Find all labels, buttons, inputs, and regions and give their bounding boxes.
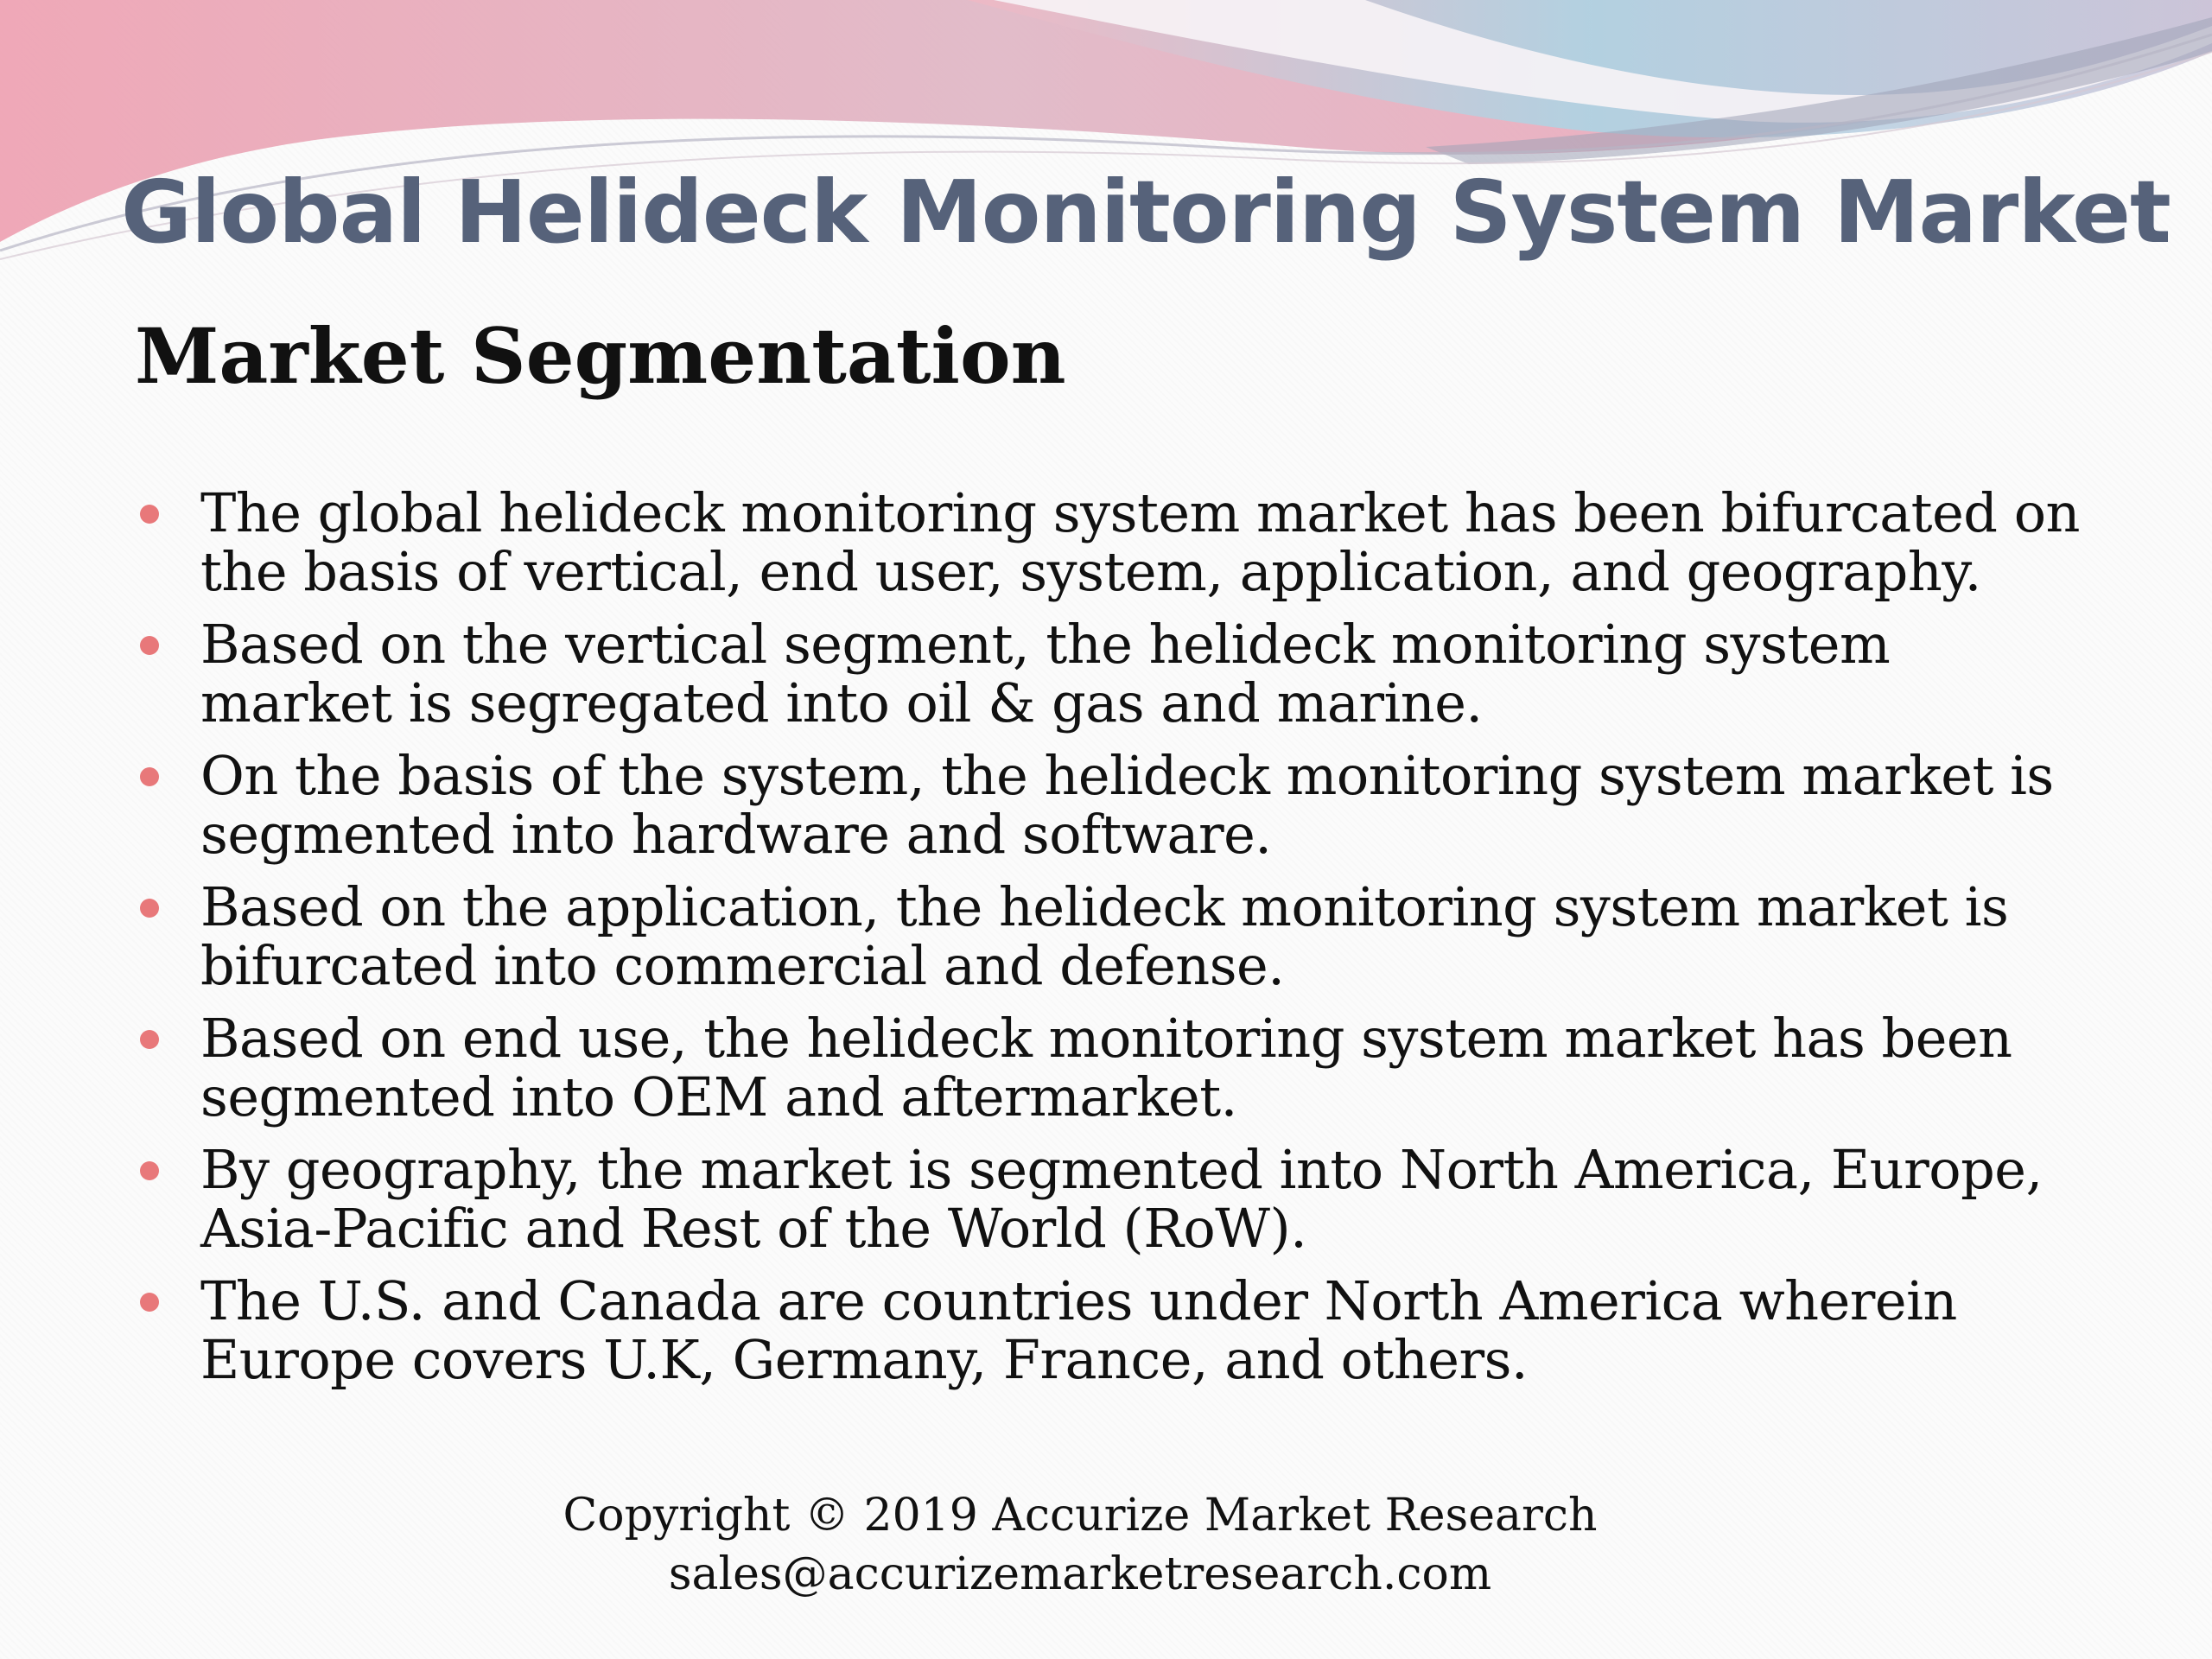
bullet-dot-icon	[140, 636, 159, 655]
bullet-text: The global helideck monitoring system market has been bifurcated on the basis of vertical, end user, system, application, and geography.	[200, 481, 2080, 603]
bullet-text: The U.S. and Canada are countries under North America wherein Europe covers U.K, Germany, France, and others.	[200, 1269, 1957, 1391]
contact-email: sales@accurizemarketresearch.com	[668, 1548, 1492, 1600]
bullet-item	[135, 481, 2088, 603]
bullet-item	[135, 1138, 2088, 1260]
bullet-dot-icon	[140, 1030, 159, 1049]
slide-title: Global Helideck Monitoring System Market	[121, 162, 2171, 263]
bullet-item	[135, 1269, 2088, 1391]
footer	[0, 1486, 2160, 1604]
bullet-item	[135, 1009, 2088, 1127]
bullet-dot-icon	[140, 1293, 159, 1312]
bullet-text: Based on the vertical segment, the helideck monitoring system market is segregated into oil & gas and marine.	[200, 613, 1891, 734]
bullet-list	[135, 481, 2088, 1403]
bullet-text: By geography, the market is segmented into North America, Europe, Asia-Pacific and Rest of the World (RoW).	[200, 1138, 2043, 1260]
bullet-text: Based on end use, the helideck monitoring system market has been segmented into OEM and aftermarket.	[200, 1007, 2012, 1128]
bullet-item	[135, 744, 2088, 866]
bullet-dot-icon	[140, 1161, 159, 1180]
section-heading: Market Segmentation	[135, 311, 1066, 401]
bullet-dot-icon	[140, 767, 159, 786]
copyright-text: Copyright © 2019 Accurize Market Research	[563, 1490, 1598, 1541]
bullet-dot-icon	[140, 899, 159, 918]
bullet-item	[135, 615, 2088, 733]
bullet-text: Based on the application, the helideck monitoring system market is bifurcated into commercial and defense.	[200, 875, 2009, 997]
bullet-text: On the basis of the system, the helideck monitoring system market is segmented into hardware and software.	[200, 744, 2054, 866]
bullet-dot-icon	[140, 505, 159, 524]
bullet-item	[135, 875, 2088, 997]
